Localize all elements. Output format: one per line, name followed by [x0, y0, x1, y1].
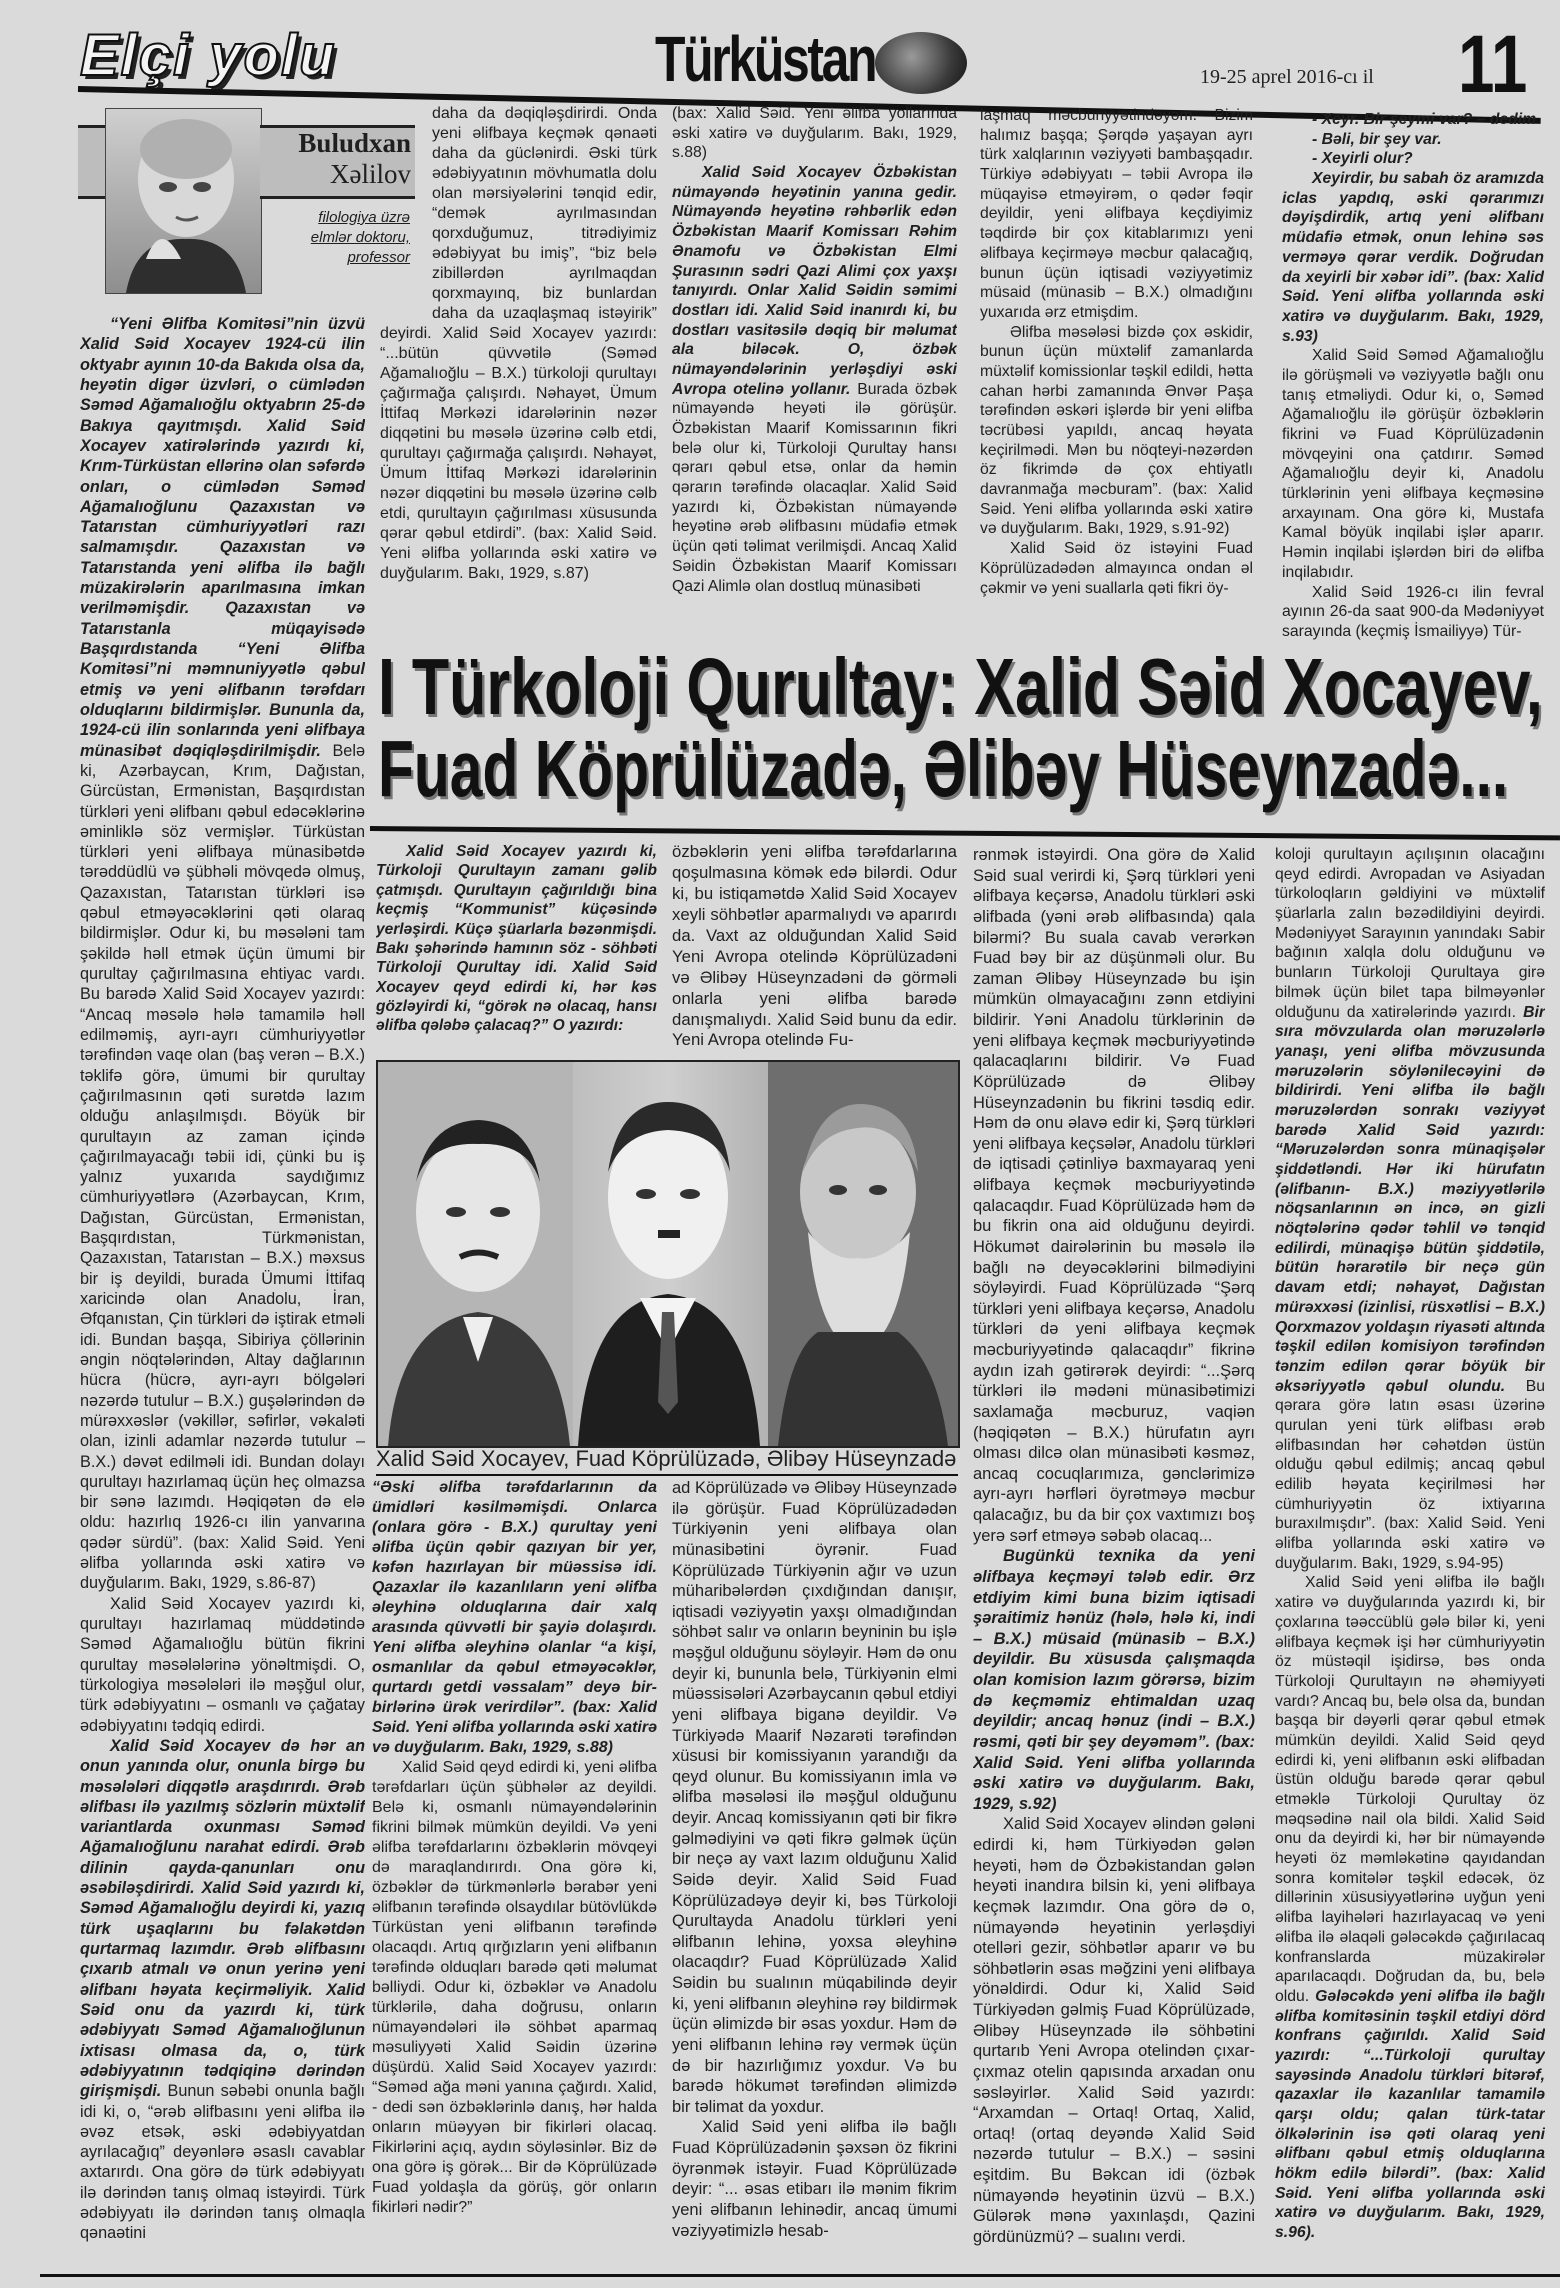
three-portraits-icon	[378, 1062, 958, 1446]
body-text: Xalid Səid Xocayev əlindən gələni edirdi ki, həm Türkiyədən gələn heyəti, həm də Özbəkistandan gələn heyəti inandıra bilsin ki, yeni əlifbaya keçmək lazımdır. Ona görə də o, nümayəndə heyətinin yerləşdiyi otelləri gezir, söhbətlər aparır və bu söhbətlərin əsas məğzini yeni əlifbaya yönəldirdi. Odur ki, Xalid Səid Türkiyədən gəlmiş Fuad Köprülüzadə, Əlibəy Hüseynzadə ilə söhbətini qurtarıb Yeni Avropa otelindən çıxar-çıxmaz otelin qapısında arxadan onu səsləyirlər. Xalid Səid yazırdı: “Arxamdan – Ortaq! Ortaq, Xalid, ortaq! (ortaq deyəndə Xalid Səid nəzərdə tutulur – B.X.) – səsini eşitdim. Bu Bəkcan idi (özbək nümayəndə heyətinin üzvü – B.X.) Gülərək mənə yaxınlaşdı, Qazini gördünüzmü? – sualını verdi.	[973, 1815, 1255, 2246]
article-paragraph	[372, 1478, 657, 1758]
photo-caption: Xalid Səid Xocayev, Fuad Köprülüzadə, Əlibəy Hüseynzadə	[376, 1446, 957, 1471]
page-number: 11	[1458, 19, 1528, 110]
emphasized-text: Bir sıra mövzularda olan məruzələrlə yanaşı, yeni əlifba mövzusunda məruzələrin söylənilecəyini də bildirirdi. Yeni əlifba ilə bağlı məruzələrdən sonrakı vəziyyət barədə Xalid Səid yazırdı: “Məruzələrdən sonra münaqişələr şiddətləndi. Hər iki hürufatın (əlifbanın- B.X.) məziyyətlərilə nöqsanlarının ən incə, ən gizli nöqtələrinə qədər təhlil və tənqid edilirdi, münaqişə bütün şiddətilə, bütün hərarətilə bir neçə gün davam etdi; nəhayət, Dağıstan mürəxxəsi (izinlisi, rüsxətlisi – B.X.) Qorxmazov yoldaşın riyasəti altında təşkil edilən komisiyon tərəfindən tənzim edilən qərar böyük bir əksəriyyətlə qəbul olundu.	[1275, 1003, 1545, 1395]
byline-strip	[78, 125, 105, 199]
emphasized-text: Xalid Səid Xocayev də hər an onun yanında olur, onunla birgə bu məsələləri diqqətlə araşdırırdı. Ərəb əlifbası ilə yazılmış sözlərin müxtəlif variantlarda oxunması Səməd Ağamalıoğlunu narahat edirdi. Ərəb dilinin qayda-qanunları onu əsəbiləşdirirdi. Xalid Səid yazırdı ki, Səməd Ağamalıoğlu deyirdi ki, yazıq türk uşaqlarını bu fəlakətdən qurtarmaq lazımdır. Ərəb əlifbasını çıxarıb atmalı və onun yerinə yeni əlifbanı həyata keçirməliyik. Xalid Səid onu da yazırdı ki, türk ədəbiyyatı Səməd Ağamalıoğlunun ixtisası olmasa da, o, türk ədəbiyyatının tədqiqinə dərindən girişmişdi.	[80, 1736, 365, 2101]
article-paragraph	[372, 1758, 657, 2218]
article-paragraph	[1282, 110, 1544, 130]
issue-date: 19-25 aprel 2016-cı il	[1200, 66, 1374, 88]
article-paragraph	[1282, 169, 1544, 346]
article-column	[1282, 110, 1544, 640]
body-text: (bax: Xalid Səid. Yeni əlifba yollarında əski xatirə və duyğularım. Bakı, 1929, s.88)	[672, 105, 957, 162]
article-paragraph	[1275, 845, 1545, 1573]
body-text: koloji qurultayın açılışının olacağını qeyd edirdi. Avropadan və Asiyadan türkoloqların gəldiyini və müxtəlif şüarlarla zalın bəzədildiyini deyirdi. Mədəniyyət Sarayının yanındakı Sabir bağının xalqla dolu olduğunu və bunların Türkoloji Qurultaya girə bilmək üçün bilet tapa bilməyənlər olduğunu da xatirələrində yazırdı.	[1275, 846, 1545, 1021]
article-paragraph	[980, 539, 1253, 598]
body-text: Xalid Səid yeni əlifba ilə bağlı Fuad Köprülüzadənin şəxsən öz fikrini öyrənmək istəyir. Fuad Köprülüzadə deyir: “... əsas etibarı ilə mənim fikrim yeni əlifbanın lehinədir, ancaq ümumi vəziyyətimizlə hesab-	[672, 2118, 957, 2240]
article-paragraph	[672, 104, 957, 163]
article-column	[1275, 845, 1545, 2258]
emphasized-text: - Xeyirli olur?	[1312, 150, 1413, 168]
article-column	[672, 842, 957, 1056]
article-paragraph	[980, 106, 1253, 323]
article-paragraph	[376, 842, 657, 1036]
article-column	[80, 314, 365, 2258]
globe-logo-icon	[875, 32, 967, 94]
author-photo	[105, 108, 262, 294]
headline-line-2: Fuad Köprülüzadə, Əlibəy Hüseynzadə...	[378, 724, 1509, 813]
article-headline	[378, 642, 1543, 813]
article-paragraph	[80, 314, 365, 1594]
emphasized-text: Xeyirdir, bu sabah öz aramızda iclas yapdıq, əski qərarımızı dəyişdirdik, artıq yeni əlifbanı müdafiə etmək, onun lehinə səs verməyə qərar verdik. Doğrudan da xeyirli bir xəbər idi”. (bax: Xalid Səid. Yeni əlifba yollarında əski xatirə və duyğularım. Bakı, 1929, s.93)	[1282, 170, 1544, 345]
byline-spacer	[380, 104, 432, 310]
article-paragraph	[973, 1546, 1255, 1814]
body-text: Bu qərara görə latın əsası üzərinə qurulan yeni türk əlifbası ərəb əlifbasından hər cəhətdən üstün olduğu qəbul edilmiş; ancaq qəbul edilib həyata keçirilməsi hər cümhuriyyətin öz ixtiyarına buraxılmışdır”. (bax: Xalid Səid. Yeni əlifba yollarında əski xatirə və duyğularım. Bakı, 1929, s.94-95)	[1275, 1377, 1545, 1572]
article-paragraph	[672, 163, 957, 594]
emphasized-text: “Əski əlifba tərəfdarlarının da ümidləri kəsilməmişdi. Onlarca (onlara görə - B.X.) qurultay yeni əlifba üçün qəbir qazıyan bir yer, kəfən hazırlayan bir müəssisə idi. Qazaxlar ilə kazanlıların yeni əlifba əleyhinə olduqlarına dair xalq arasında qüvvətli bir şayiə dolaşırdı. Yeni əlifba əleyhinə olanlar “a kişi, osmanlılar da qəbul etməyəcəklər, qurtardı getdi vəssalam” deyə bir-birlərinə ürək verirdilər”. (bax: Xalid Səid. Yeni əlifba yollarında əski xatirə və duyğularım. Bakı, 1929, s.88)	[372, 1479, 657, 1756]
article-paragraph	[80, 1594, 365, 1736]
article-paragraph	[1282, 583, 1544, 641]
article-paragraph	[980, 323, 1253, 540]
emphasized-text: “Yeni Əlifba Komitəsi”nin üzvü Xalid Səid Xocayev 1924-cü ilin oktyabr ayının 10-da Bakıda olsa da, heyətin digər üzvləri, o cümlədən Səməd Ağamalıoğlu oktyabrın 25-də Bakıya qayıtmışdı. Xalid Səid Xocayev xatirələrində yazırdı ki, Krım-Türküstan ellərinə olan səfərdə onları, o cümlədən Səməd Ağamalıoğlunu Qazaxıstan və Tatarıstan cümhuriyyətləri razı salmamışdır. Qazaxıstan və Tatarıstanda yeni əlifba ilə bağlı müzakirələrin aparılmasına imkan verilməmişdir. Qazaxıstan və Tatarıstanla müqayisədə Başqırdıstanda “Yeni Əlifba Komitəsi”ni məmnuniyyətlə qəbul etmiş və yeni əlifbanın tərəfdarı olduqlarını bildirmişlər. Bununla da, 1924-cü ilin sonlarında yeni əlifbaya münasibət dəqiqləşdirilmişdir.	[80, 315, 365, 760]
author-portrait-icon	[106, 109, 261, 293]
article-paragraph	[1282, 149, 1544, 169]
body-text: Xalid Səid 1926-cı ilin fevral ayının 26-da saat 900-da Mədəniyyət sarayında (keçmiş İsmailiyyə) Tür-	[1282, 583, 1544, 640]
article-column	[973, 845, 1255, 2258]
article-paragraph	[672, 1478, 957, 2117]
article-column	[376, 842, 657, 1056]
body-text: daha da dəqiqləşdirirdi. Onda yeni əlifbaya keçmək qənaəti daha da güclənirdi. Əski türk ədəbiyyatının mövhumatla dolu olan mərsiyələrini tənqid edir, “demək ayrılmasından qorxduğumuz, titrədiyimiz ədəbiyyat bu imiş”, “biz belə zibillərdən ayrılmaqdan qorxmayınq, biz bunlardan daha da uzaqlaşmaq istəyirik” deyirdi. Xalid Səid Xocayev yazırdı: “...bütün qüvvətilə (Səməd Ağamalıoğlu – B.X.) türkoloji qurultayı çağırmağa çalışırdı. Nəhayət, Ümum İttifaq Mərkəzi idarələrinin nəzər diqqətini bu məsələ üzərinə cəlb etdi, qurultayı çağırmağa çalışırdı. Nəhayət, Ümum İttifaq Mərkəzi idarələrinin nəzər diqqətini bu məsələ üzərinə cəlb etdi, qurultayın çağırılması xüsusunda qərar qəbul etdirdi”. (bax: Xalid Səid. Yeni əlifba yollarında əski xatirə və duyğularım. Bakı, 1929, s.87)	[380, 105, 657, 582]
author-last-name: Xəlilov	[330, 159, 411, 189]
article-paragraph	[80, 1736, 365, 2244]
author-title: filologiya üzrə elmlər doktoru, professor	[310, 209, 410, 266]
body-text: rənmək istəyirdi. Ona görə də Xalid Səid sual verirdi ki, Şərq türkləri yeni əlifbaya keçərsə, Anadolu türkləri əski əlifbada (yəni ərəb əlifbasında) qala bilərmi? Bu suala cavab verərkən Fuad bəy bir az düşünməli olur. Bu zaman Əlibəy Hüseynzadə bu işin mümkün olmayacağını zənn etdiyini bildirir. Yəni Anadolu türklərinin də yeni əlifbaya keçmək məcburiyyətində qalacaqlarını bildirir. Və Fuad Köprülüzadə də Əlibəy Hüseynzadənin bu fikrini təsdiq edir. Həm də onu əlavə edir ki, Şərq türkləri yeni əlifbaya keçsələr, Anadolu türkləri də iqtisadi çətinliyə baxmayaraq yeni əlifbaya keçmək məcburiyyətində qalacaqdır. Fuad Köprülüzadə həm də bu fikrin ona aid olduğunu deyirdi. Hökumət dairələrinin bu məsələ ilə bağlı nə deyəcəklərini bilmədiyini söyləyirdi. Fuad Köprülüzadə “Şərq türkləri yeni əlifbaya keçərsə, Anadolu türkləri də yeni əlifbaya keçmək məcburiyyətində qalacaqdır” fikrinə aydın izah gətirərək deyirdi: “...Şərq türkləri ilə mədəni münasibətimizi saxlamağa məcburuz, vaqiən (həqiqətən – B.X.) hürufatın ayrı olması dilcə olan münasibəti kəsməz, ancaq cocuqlarımıza, gənclərimizə ayrı-ayrı hərfləri öyrətməyə məcbur qalacağız, bu da bir çox vaxtımızı boş yerə sərf etməyə səbəb olacaq...	[973, 846, 1255, 1545]
article-paragraph	[672, 842, 957, 1051]
headline-line-1: I Türkoloji Qurultay: Xalid Səid Xocayev,	[378, 642, 1543, 731]
body-text: Xalid Səid öz istəyini Fuad Köprülüzadədən almayınca ondan əl çəkmir və yeni suallarla qəti fikri öy-	[980, 540, 1253, 597]
body-text: özbəklərin yeni əlifba tərəfdarlarına qoşulmasına kömək edə bilərdi. Odur ki, bu istiqamətdə Xalid Səid Xocayev xeyli söhbətlər aparmalıydı və aparırdı da. Vaxt az olduğundan Xalid Səid Yeni Avropa otelində Köprülüzadəni və Əlibəy Hüseynzadəni də görməli onlarla yeni əlifba barədə danışmalıydı. Xalid Səid bunu da edir. Yeni Avropa otelində Fu-	[672, 842, 957, 1050]
article-column	[672, 1478, 957, 2258]
body-text: laşmaq məcburiyyətindəyəm. Bizim halımız başqa; Şərqdə yaşayan ayrı türk xalqlarının vəziyyəti bambaşqadır. Türkiyə ədəbiyyatı – təbii Avropa ilə müqayisə etməyirəm, o qədər fəqir deyildir, yeni əlifbaya keçdiyimiz təqdirdə bir çox kitablarımızı yeni əlifbaya keçirməyə məcbur qalacağıq, bunun üçün iqtisadi vəziyyətimiz müsaid (münasib – B.X.) olmadığını yuxarıda ərz etmişdim.	[980, 107, 1253, 321]
body-text: Xalid Səid Xocayev yazırdı ki, qurultayı hazırlamaq müddətində Səməd Ağamalıoğlu bütün fikrini qurultay məsələlərinə yönəltmişdi. O, türkologiya məsələləri ilə məşğul olur, türk ədəbiyyatını – osmanlı və çağatay ədəbiyyatını tədqiq edirdi.	[80, 1594, 365, 1735]
body-text: ad Köprülüzadə və Əlibəy Hüseynzadə ilə görüşür. Fuad Köprülüzadədən Türkiyənin yeni əlifbaya olan münasibətini öyrənir. Fuad Köprülüzadə Türkiyənin ağır və uzun müharibələrdən çıxdığından danışır, iqtisadi vəziyyətin yaxşı olmadığından söhbət salır və onların beyninin bu işlə məşğul olduğunu söyləyir. Həm də onu deyir ki, bununla belə, Türkiyənin elmi müəssisələri Azərbaycanın qəbul etdiyi yeni əlifbaya biganə deyildir. Və Türkiyədə Maarif Nəzarəti tərəfindən xüsusi bir komissiyanın yarandığı da qeyd olunur. Bu komissiyanın imla və əlifba məsələsi ilə məşğul olduğunu deyir. Ancaq komissiyanın qəti bir fikrə gəlmədiyini və qəti fikrə gəlmək üçün bir neçə ay vaxt lazım olduğunu Xalid Səidə deyir. Xalid Səid Fuad Köprülüzadəyə deyir ki, bəs Türkoloji Qurultayda Anadolu türkləri yeni əlifbanın lehinə, yoxsa əleyhinə olacaqdır? Fuad Köprülüzadə Xalid Səidin bu sualının müqabilində deyir ki, yeni əlifbanın əleyhinə rəy bildirmək üçün əlimizdə bir əsas yoxdur. Həm də yeni əlifbanın lehinə rəy vermək üçün də bir hazırlığımız yoxdur. Və bu barədə hökumət tərəfindən əlimizdə bir təlimat da yoxdur.	[672, 1479, 957, 2116]
body-text: Belə ki, Azərbaycan, Krım, Dağıstan, Gürcüstan, Ermənistan, Başqırdıstan türkləri yeni əlifbanı qəbul edəcəklərinə əminliklə söz vermişlər. Türküstan türkləri yeni əlifbaya münasibətdə tərəddüdlü və şübhəli mövqedə olmuş, Qazaxıstan, Tatarıstan türkləri isə qəbul etməyəcəklərini qəti olaraq bildirmişlər. Odur ki, bu məsələni tam şəkildə həll etmək üçün ümumi bir qurultay çağırılmasına ehtiyac vardı. Bu barədə Xalid Səid Xocayev yazırdı: “Ancaq məsələ hələ tamamilə həll edilməmiş, ayrı-ayrı cümhuriyyətlər tərəfindən vaqe olan (baş verən – B.X.) təklifə görə, ümumi bir qurultay çağırılmasının qəti surətdə lazım olduğu anlaşılmışdı. Böyük bir qurultayın az zaman içində çağırılmayacağı təbii idi, çünki bu iş yalnız yuxarıda saydığımız cümhuriyyətlərə (Azərbaycan, Krım, Dağıstan, Gürcüstan, Ermənistan, Başqırdıstan, Türkmənistan, Qazaxıstan, Tatarıstan – B.X.) məxsus bir iş deyildi, burada Ümumi İttifaq xaricində olan Anadolu, İran, Əfqanıstan, Çin türkləri də iştirak etməli idi. Bundan başqa, Sibiriya çöllərinin əngin nöqtələrindən, Altay dağlarının hücra (hücrə, ayrı-ayrı bölgələri nəzərdə tutulur – B.X.) guşələrindən də mürəxxəslər (vəkillər, səfirlər, vəkaləti olan, izinli adamlar nəzərdə tutulur – B.X.) dəvət edilməli idi. Bundan dolayı qurultayı hazırlamaq üçün heç olmazsa bir sənə lazımdı. Həqiqətən də elə oldu: hazırlıq 1926-cı ilin yanvarına qədər sürdü”. (bax: Xalid Səid. Yeni əlifba yollarında əski xatirə və duyğularım. Bakı, 1929, s.86-87)	[80, 741, 365, 1593]
emphasized-text: - Xeyr. Bir şeymi var? – dedim	[1312, 111, 1537, 128]
footer-rule	[40, 2274, 1560, 2277]
headline-rule	[370, 826, 1560, 840]
body-text: Xalid Səid qeyd edirdi ki, yeni əlifba tərəfdarları üçün şübhələr az deyildi. Belə ki, osmanlı nümayəndələrinin fikrini bilmək mümkün deyildi. Və yeni əlifba tərəfdarlarını özbəklərin mövqeyi də maraqlandırırdı. Ona görə ki, özbəklər də türkmənlərlə bərabər yeni əlifbanın tərəfində olsaydılar bütövlükdə Türküstan yeni əlifbanın tərəfində olacaqdı. Artıq qırğızların yeni əlifbanın tərəfində olduqları barədə qəti məlumat bəlliydi. Odur ki, özbəklər və Anadolu türklərilə, daha doğrusu, onların nümayəndələri ilə söhbət aparmaq məsuliyyəti Xalid Səidin üzərinə düşürdü. Xalid Səid Xocayev yazırdı: “Səməd ağa məni yanına çağırdı. Xalid, - dedi sən özbəklərinlə danış, hər halda onların müəyyən bir fikirləri olacaq. Fikirlərini açıq, aydın söyləsinlər. Biz də ona görə iş görək... Bir də Köprülüzadə Fuad yoldaşla da görüş, gör onların fikirləri nədir?”	[372, 1759, 657, 2216]
emphasized-text: - Bəli, bir şey var.	[1312, 130, 1442, 148]
article-paragraph	[1275, 1573, 1545, 2242]
emphasized-text: Bugünkü texnika da yeni əlifbaya keçməyi tələb edir. Ərz etdiyim kimi buna bizim iqtisadi şəraitimiz hənüz (hələ, hələ ki, indi – B.X.) müsaid (münasib – B.X.) deyildir. Bu xüsusda çalışmaqda olan komision lazım görərsə, bizim də keçməmiz ehtimaldan uzaq deyildir; ancaq hənuz (indi – B.X.) rəsmi, qəti bir şey deyəməm”. (bax: Xalid Səid. Yeni əlifba yollarında əski xatirə və duyğularım. Bakı, 1929, s.92)	[973, 1547, 1255, 1813]
article-paragraph	[973, 1814, 1255, 2247]
body-text: Əlifba məsələsi bizdə çox əskidir, bunun üçün müxtəlif zamanlarda müxtəlif komissionlar təşkil edildi, hətta cahan hərbi zamanında Ənvər Paşa tərəfindən əskəri işlərdə bir yeni əlifba təcrübəsi yapıldı, ancaq həyata keçirilmədi. Mən bu nöqteyi-nəzərdən öz fikrimdə də çox ehtiyatlı davranmağa məcburam”. (bax: Xalid Səid. Yeni əlifba yollarında əski xatirə və duyğularım. Bakı, 1929, s.91-92)	[980, 323, 1253, 538]
section-name: Elçi yolu	[80, 23, 337, 88]
article-paragraph	[672, 2117, 957, 2241]
emphasized-text: Xalid Səid Xocayev yazırdı ki, Türkoloji Qurultayın zamanı gəlib çatmışdı. Qurultayın çağırıldığı bina keçmiş “Kommunist” küçəsində yerləşirdi. Küçə şüarlarla bəzənmişdi. Bakı şəhərində hamının söz - söhbəti Türkoloji Qurultay idi. Xalid Səid Xocayev qeyd edirdi ki, hər kəs gözləyirdi ki, “görək nə olacaq, hansı əlifba qələbə çalacaq?” O yazırdı:	[376, 843, 657, 1035]
body-text: Xalid Səid yeni əlifba ilə bağlı xatirə və duyğularında yazırdı ki, bir çoxlarına təəccüblü gələ bilər ki, yeni əlifbaya keçmək işi hər cümhuriyyətin öz müstəqil işidirsə, bəs onda Türkoloji Qurultayın nə əhəmiyyəti vardı? Ancaq bu, belə olsa da, bundan başqa bir dəyərli qərar qəbul etmək mümkün deyildi. Xalid Səid qeyd edirdi ki, yeni əlifbanın əski əlifbadan üstün olduğu barədə qərar qəbul etməklə Türkoloji Qurultay öz məqsədinə nail ola bildi. Xalid Səid onu da deyirdi ki, hər bir nümayəndə heyəti öz məmləkətinə qayıdandan sonra komitələr təşkil edəcək, öz dillərinin xüsusiyyətlərinə uyğun yeni əlifba layihələri hazırlayacaq və yeni əlifba ilə əlaqəli gələcəkdə çağırılacaq konfranslarda müzakirələr aparılacaqdı. Doğrudan da, bu, belə oldu.	[1275, 1574, 1545, 2005]
article-column	[980, 106, 1253, 598]
historical-photo	[376, 1060, 960, 1448]
author-first-name: Buludxan	[298, 128, 411, 158]
emphasized-text: Xalid Səid Xocayev Özbəkistan nümayəndə heyətinin yanına gedir. Nümayəndə heyətinə rəhbərlik edən Özbəkistan Maarif Komissarı Rəhim Ənamofu və Özbəkistan Elmi Şurasının sədri Qazi Alimi çox yaxşı tanıyırdı. Onlar Xalid Səidin səmimi dostları idi. Xalid Səid inanırdı ki, bu dostları vasitəsilə dəqiq bir məlumat ala biləcək. O, özbək nümayəndələrinin yerləşdiyi əski Avropa otelinə yollanır.	[672, 164, 957, 398]
caption-rule	[376, 1474, 958, 1476]
article-paragraph	[1282, 130, 1544, 150]
article-paragraph	[973, 845, 1255, 1546]
article-paragraph	[1282, 346, 1544, 582]
body-text: Burada özbək nümayəndə heyəti ilə görüşür. Özbəkistan Maarif Komissarının fikri belə olur ki, Türkoloji Qurultay hansı qərarı qəbul etsə, onlar da həmin qərarın tərəfində olacaqlar. Xalid Səid yazırdı ki, Özbəkistan nümayəndə heyətinə ərəb əlifbasını müdafiə etmək üçün qəti təlimat verilmişdi. Ancaq Xalid Səidin Özbəkistan Maarif Komissarı Qazi Alimlə olan dostluq münasibəti	[672, 380, 957, 594]
body-text: Xalid Səid Səməd Ağamalıoğlu ilə görüşməli və vəziyyətlə bağlı onu tanış etməliydi. Odur ki, o, Səməd Ağamalıoğlu ilə görüşür özbəklərin fikrini və Fuad Köprülüzadənin mövqeyini ona çatdırır. Səməd Ağamalıoğlu deyir ki, Anadolu türklərinin yeni əlifbaya keçməsinə arxayınam. Ona görə ki, Mustafa Kamal böyük inqilabi işlər aparır. Həmin inqilabi işlərdən biri də əlifba inqilabıdır.	[1282, 347, 1544, 581]
article-column	[380, 104, 657, 594]
article-column	[672, 104, 957, 594]
newspaper-masthead: Türküstan	[655, 23, 876, 95]
emphasized-text: Gələcəkdə yeni əlifba ilə bağlı əlifba komitəsinin təşkil etdiyi dörd konfrans çağırıldı. Xalid Səid yazırdı: “...Türkoloji qurultay sayəsində Anadolu türkləri bitərəf, qazaxlar ilə kazanlılar tamamilə qarşı oldu; qalan türk-tatar ölkələrinin isə qəti olaraq yeni əlifbanı qəbul etmiş olduqlarına hökm edilə bilərdi”. (bax: Xalid Səid. Yeni əlifba yollarında əski xatirə və duyğularım. Bakı, 1929, s.96).	[1275, 1987, 1545, 2242]
body-text: Bunun səbəbi onunla bağlı idi ki, o, “ərəb əlifbasını yeni əlifba ilə əvəz etsək, əski ədəbiyyatdan ayrılacağıq” deyənlərə əsaslı cavablar axtarırdı. Ona görə də türk ədəbiyyatı ilə dərindən tanış olmaq istəyirdi. Türk ədəbiyyatı ilə dərindən tanış olmaqla qənaətini	[80, 2082, 365, 2243]
article-column	[372, 1478, 657, 2258]
